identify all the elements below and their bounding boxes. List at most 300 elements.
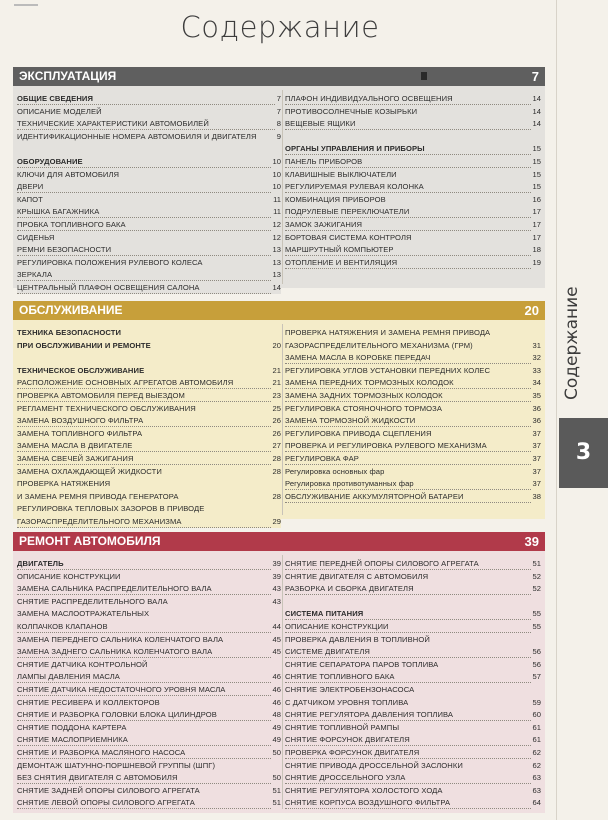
column-right [285, 86, 541, 288]
toc-entry-title: КОМБИНАЦИЯ ПРИБОРОВ [285, 194, 386, 204]
toc-entry-title: ОТОПЛЕНИЕ И ВЕНТИЛЯЦИЯ [285, 257, 398, 267]
toc-entry-page: 9 [276, 131, 281, 141]
toc-entry-title: ОБЩИЕ СВЕДЕНИЯ [17, 94, 94, 103]
chapter-tab[interactable]: 3 [559, 418, 608, 488]
toc-entry-page: 12 [272, 220, 281, 229]
toc-entry-title: СНЯТИЕ ПЕРЕДНЕЙ ОПОРЫ СИЛОВОГО АГРЕГАТА [285, 559, 479, 568]
toc-entry-page: 28 [272, 466, 281, 476]
toc-entry-page: 60 [532, 710, 541, 720]
toc-entry-title: СИСТЕМА ПИТАНИЯ [285, 609, 364, 619]
toc-entry-page: 46 [272, 672, 281, 682]
toc-entry-title: ЗАМЕНА ОХЛАЖДАЮЩЕЙ ЖИДКОСТИ [17, 466, 162, 476]
toc-entry[interactable] [285, 733, 541, 746]
toc-entry-page: 14 [532, 106, 541, 116]
toc-entry-title: ДВИГАТЕЛЬ [17, 559, 64, 568]
toc-entry-title: ЗАМЕНА ЗАДНИХ ТОРМОЗНЫХ КОЛОДОК [285, 391, 443, 400]
toc-entry[interactable] [285, 326, 541, 339]
toc-entry[interactable] [17, 708, 281, 721]
toc-entry[interactable] [285, 633, 541, 646]
toc-entry-page: 44 [272, 622, 281, 631]
toc-entry[interactable] [17, 771, 281, 784]
header-marker [421, 72, 427, 80]
toc-entry-title: СИДЕНЬЯ [17, 232, 55, 242]
toc-entry-title: СНЯТИЕ ТОПЛИВНОЙ РАМПЫ [285, 722, 400, 732]
toc-entry[interactable] [285, 465, 541, 478]
toc-entry-title: ИДЕНТИФИКАЦИОННЫЕ НОМЕРА АВТОМОБИЛЯ И ДВИГАТЕЛЯ [17, 131, 257, 141]
toc-entry-title: ЗАМЕНА ТОРМОЗНОЙ ЖИДКОСТИ [285, 416, 416, 426]
toc-entry-title: ТЕХНИЧЕСКИЕ ХАРАКТЕРИСТИКИ АВТОМОБИЛЕЙ [17, 119, 209, 129]
toc-entry[interactable] [285, 557, 541, 570]
toc-entry-page: 52 [532, 584, 541, 594]
toc-entry-page: 8 [276, 119, 281, 129]
section-page: 20 [524, 303, 539, 318]
toc-entry-page: 38 [532, 491, 541, 501]
toc-entry-page: 43 [272, 596, 281, 606]
toc-entry[interactable] [17, 465, 281, 478]
toc-entry-page: 64 [532, 798, 541, 808]
toc-entry[interactable] [17, 515, 281, 528]
toc-entry[interactable] [17, 645, 281, 658]
toc-entry[interactable] [285, 771, 541, 784]
toc-entry[interactable] [17, 477, 281, 490]
toc-entry-title: И ЗАМЕНА РЕМНЯ ПРИВОДА ГЕНЕРАТОРА [17, 491, 179, 501]
toc-entry-page: 33 [532, 365, 541, 375]
toc-entry-title: ПРИ ОБСЛУЖИВАНИИ И РЕМОНТЕ [17, 340, 151, 350]
toc-entry-page: 35 [532, 391, 541, 400]
toc-entry-page: 43 [272, 584, 281, 594]
toc-entry-title: РЕГЛАМЕНТ ТЕХНИЧЕСКОГО ОБСЛУЖИВАНИЯ [17, 403, 196, 413]
toc-entry-title: СНЯТИЕ ЛЕВОЙ ОПОРЫ СИЛОВОГО АГРЕГАТА [17, 798, 195, 808]
side-rule [556, 0, 557, 820]
column-divider [282, 555, 283, 809]
toc-entry[interactable] [285, 92, 541, 105]
toc-entry-title: КЛАВИШНЫЕ ВЫКЛЮЧАТЕЛИ [285, 169, 397, 179]
section-title: ЭКСПЛУАТАЦИЯ [19, 69, 117, 83]
toc-entry[interactable] [285, 490, 541, 503]
column-right [285, 551, 541, 813]
column-left [17, 551, 281, 813]
toc-entry-title: СНЯТИЕ И РАЗБОРКА ГОЛОВКИ БЛОКА ЦИЛИНДРОВ [17, 710, 217, 720]
toc-entry-title: ПРОВЕРКА НАТЯЖЕНИЯ И ЗАМЕНА РЕМНЯ ПРИВОДА [285, 328, 491, 337]
toc-entry-page: 34 [532, 378, 541, 388]
toc-entry-title: РЕМНИ БЕЗОПАСНОСТИ [17, 245, 112, 255]
toc-entry-page: 17 [532, 220, 541, 229]
toc-entry-title: СНЯТИЕ СЕПАРАТОРА ПАРОВ ТОПЛИВА [285, 659, 439, 669]
toc-entry[interactable] [285, 452, 541, 465]
section-header-exploitation[interactable] [13, 67, 545, 86]
toc-entry-page: 18 [532, 245, 541, 255]
toc-entry-page: 21 [272, 365, 281, 375]
toc-entry-page: 21 [272, 378, 281, 388]
toc-entry-title: СНЯТИЕ РЕГУЛЯТОРА ХОЛОСТОГО ХОДА [285, 785, 443, 795]
toc-entry-title: ЗАМОК ЗАЖИГАНИЯ [285, 220, 363, 229]
toc-entry[interactable] [285, 477, 541, 490]
toc-entry[interactable] [17, 784, 281, 797]
toc-entry[interactable] [17, 414, 281, 427]
toc-entry[interactable] [17, 268, 281, 281]
toc-entry-title: РЕГУЛИРОВКА ТЕПЛОВЫХ ЗАЗОРОВ В ПРИВОДЕ [17, 504, 205, 514]
toc-entry-page: 37 [532, 441, 541, 451]
section-body-exploitation [13, 86, 545, 292]
column-divider [282, 324, 283, 515]
toc-entry-page: 51 [272, 798, 281, 808]
toc-entry[interactable] [17, 339, 281, 352]
toc-entry-page: 61 [532, 735, 541, 745]
toc-entry-page: 36 [532, 403, 541, 413]
toc-entry-page: 37 [532, 479, 541, 489]
toc-entry[interactable] [285, 142, 541, 155]
top-rule [14, 4, 38, 6]
toc-entry-page: 16 [532, 194, 541, 204]
toc-entry-title: СНЯТИЕ ДРОССЕЛЬНОГО УЗЛА [285, 773, 406, 783]
toc-entry-page: 10 [272, 169, 281, 179]
toc-entry[interactable] [17, 326, 281, 339]
toc-entry-title: Регулировка основных фар [285, 466, 385, 476]
toc-entry-page: 37 [532, 466, 541, 476]
toc-entry[interactable] [17, 759, 281, 772]
toc-entry-page: 10 [272, 182, 281, 192]
toc-entry[interactable] [17, 796, 281, 809]
toc-entry-title: ГАЗОРАСПРЕДЕЛИТЕЛЬНОГО МЕХАНИЗМА [17, 517, 182, 526]
toc-entry-title: ОБОРУДОВАНИЕ [17, 157, 83, 166]
toc-entry-title: ЗАМЕНА ТОПЛИВНОГО ФИЛЬТРА [17, 428, 143, 438]
toc-entry[interactable] [17, 130, 281, 143]
toc-entry-title: СНЯТИЕ РЕСИВЕРА И КОЛЛЕКТОРОВ [17, 697, 160, 707]
toc-entry[interactable] [17, 658, 281, 671]
toc-entry-title: ПЛАФОН ИНДИВИДУАЛЬНОГО ОСВЕЩЕНИЯ [285, 94, 453, 103]
toc-entry[interactable] [285, 784, 541, 797]
toc-entry-page: 28 [272, 491, 281, 501]
toc-entry-page: 49 [272, 735, 281, 745]
toc-entry-title: ЗАМЕНА ПЕРЕДНЕГО САЛЬНИКА КОЛЕНЧАТОГО ВАЛА [17, 634, 224, 644]
toc-entry-page: 31 [532, 340, 541, 350]
toc-entry-title: РЕГУЛИРОВКА ПОЛОЖЕНИЯ РУЛЕВОГО КОЛЕСА [17, 257, 203, 267]
toc-entry[interactable] [17, 243, 281, 256]
toc-entry-page: 14 [532, 94, 541, 103]
toc-entry-title: ПАНЕЛЬ ПРИБОРОВ [285, 157, 363, 166]
toc-entry-title: ТЕХНИКА БЕЗОПАСНОСТИ [17, 328, 122, 337]
toc-entry[interactable] [285, 721, 541, 734]
toc-entry[interactable] [17, 92, 281, 105]
toc-entry-page: 29 [272, 517, 281, 526]
toc-entry[interactable] [17, 490, 281, 503]
toc-entry[interactable] [17, 180, 281, 193]
toc-entry-title: СНЯТИЕ ПРИВОДА ДРОССЕЛЬНОЙ ЗАСЛОНКИ [285, 760, 463, 770]
toc-entry[interactable] [285, 180, 541, 193]
toc-entry-title: ПРОВЕРКА АВТОМОБИЛЯ ПЕРЕД ВЫЕЗДОМ [17, 391, 185, 400]
toc-entry[interactable] [17, 607, 281, 620]
toc-entry[interactable] [285, 256, 541, 269]
toc-entry-title: Регулировка противотуманных фар [285, 479, 414, 489]
toc-entry-title: БОРТОВАЯ СИСТЕМА КОНТРОЛЯ [285, 232, 412, 242]
toc-entry[interactable] [285, 364, 541, 377]
toc-entry-page: 23 [272, 391, 281, 400]
toc-entry-title: ОПИСАНИЕ МОДЕЛЕЙ [17, 106, 102, 116]
toc-entry[interactable] [285, 620, 541, 633]
toc-entry[interactable] [285, 351, 541, 364]
toc-entry-title: СНЯТИЕ ФОРСУНОК ДВИГАТЕЛЯ [285, 735, 410, 745]
toc-entry[interactable] [285, 645, 541, 658]
toc-entry[interactable] [17, 231, 281, 244]
toc-entry-title: ОПИСАНИЕ КОНСТРУКЦИИ [285, 622, 389, 631]
toc-entry-title: ЦЕНТРАЛЬНЫЙ ПЛАФОН ОСВЕЩЕНИЯ САЛОНА [17, 283, 200, 292]
section-header-repair[interactable] [13, 532, 545, 551]
toc-entry-page: 51 [532, 559, 541, 568]
toc-entry-page: 62 [532, 760, 541, 770]
toc-entry-page: 48 [272, 710, 281, 720]
toc-entry-title: ЗАМЕНА ПЕРЕДНИХ ТОРМОЗНЫХ КОЛОДОК [285, 378, 454, 388]
toc-entry-title: ТЕХНИЧЕСКОЕ ОБСЛУЖИВАНИЕ [17, 365, 145, 375]
toc-entry[interactable] [17, 439, 281, 452]
toc-entry[interactable] [285, 193, 541, 206]
toc-entry[interactable] [17, 670, 281, 683]
toc-entry[interactable] [17, 117, 281, 130]
toc-entry-title: ЗАМЕНА ВОЗДУШНОГО ФИЛЬТРА [17, 416, 144, 426]
toc-spacer [17, 351, 281, 364]
toc-entry-page: 19 [532, 257, 541, 267]
toc-entry-page: 28 [272, 454, 281, 463]
toc-entry[interactable] [285, 155, 541, 168]
toc-entry-title: РЕГУЛИРОВКА СТОЯНОЧНОГО ТОРМОЗА [285, 403, 443, 413]
column-left [17, 320, 281, 526]
toc-entry-title: ПРОБКА ТОПЛИВНОГО БАКА [17, 220, 126, 229]
toc-entry[interactable] [285, 683, 541, 696]
toc-entry-title: МАРШРУТНЫЙ КОМПЬЮТЕР [285, 245, 394, 255]
toc-entry-page: 10 [272, 157, 281, 166]
toc-entry[interactable] [285, 376, 541, 389]
toc-entry-title: СНЯТИЕ ЗАДНЕЙ ОПОРЫ СИЛОВОГО АГРЕГАТА [17, 785, 200, 795]
toc-entry-title: РЕГУЛИРУЕМАЯ РУЛЕВАЯ КОЛОНКА [285, 182, 424, 192]
toc-entry-page: 63 [532, 785, 541, 795]
toc-entry[interactable] [285, 607, 541, 620]
toc-entry-title: СНЯТИЕ КОРПУСА ВОЗДУШНОГО ФИЛЬТРА [285, 798, 451, 808]
toc-entry-page: 50 [272, 773, 281, 783]
toc-entry-page: 15 [532, 182, 541, 192]
toc-entry-title: ЗАМЕНА МАСЛООТРАЖАТЕЛЬНЫХ [17, 609, 150, 619]
toc-spacer [285, 130, 541, 143]
toc-entry[interactable] [17, 389, 281, 402]
toc-entry-page: 15 [532, 169, 541, 179]
section-header-service[interactable] [13, 301, 545, 320]
toc-entry-page: 25 [272, 403, 281, 413]
toc-entry-page: 7 [276, 94, 281, 103]
toc-entry[interactable] [17, 218, 281, 231]
toc-entry-title: БЕЗ СНЯТИЯ ДВИГАТЕЛЯ С АВТОМОБИЛЯ [17, 773, 178, 783]
toc-entry[interactable] [17, 620, 281, 633]
toc-entry-title: ОБСЛУЖИВАНИЕ АККУМУЛЯТОРНОЙ БАТАРЕИ [285, 491, 464, 501]
toc-entry[interactable] [17, 746, 281, 759]
toc-entry-page: 20 [272, 340, 281, 350]
toc-entry[interactable] [17, 570, 281, 583]
toc-entry-page: 39 [272, 571, 281, 581]
toc-entry-page: 56 [532, 659, 541, 669]
toc-entry-title: СНЯТИЕ ПОДДОНА КАРТЕРА [17, 722, 127, 732]
page-title: Содержание [180, 10, 380, 44]
toc-entry-title: РЕГУЛИРОВКА ФАР [285, 454, 359, 463]
toc-entry-page: 56 [532, 647, 541, 657]
toc-entry-page: 13 [272, 257, 281, 267]
toc-entry-title: ЗАМЕНА САЛЬНИКА РАСПРЕДЕЛИТЕЛЬНОГО ВАЛА [17, 584, 212, 594]
toc-entry-page: 59 [532, 697, 541, 707]
section-body-service [13, 320, 545, 526]
toc-entry[interactable] [285, 570, 541, 583]
toc-entry-page: 52 [532, 571, 541, 581]
toc-entry-title: СНЯТИЕ ДВИГАТЕЛЯ С АВТОМОБИЛЯ [285, 571, 429, 581]
toc-entry-page: 15 [532, 144, 541, 154]
toc-entry-title: ЗАМЕНА ЗАДНЕГО САЛЬНИКА КОЛЕНЧАТОГО ВАЛА [17, 647, 213, 657]
toc-entry[interactable] [285, 796, 541, 809]
toc-entry[interactable] [17, 376, 281, 389]
column-divider [282, 90, 283, 284]
toc-entry[interactable] [285, 105, 541, 118]
toc-entry-title: ЗАМЕНА МАСЛА В ДВИГАТЕЛЕ [17, 441, 133, 451]
toc-entry-page: 14 [272, 283, 281, 292]
toc-entry[interactable] [17, 595, 281, 608]
toc-entry-page: 55 [532, 609, 541, 619]
toc-entry-title: СНЯТИЕ ТОПЛИВНОГО БАКА [285, 672, 395, 682]
toc-entry-page: 12 [272, 232, 281, 242]
toc-entry-title: ОПИСАНИЕ КОНСТРУКЦИИ [17, 571, 121, 581]
toc-entry-page: 45 [272, 634, 281, 644]
toc-entry-title: ДВЕРИ [17, 182, 44, 192]
toc-entry-page: 51 [272, 785, 281, 795]
toc-entry[interactable] [285, 339, 541, 352]
toc-entry[interactable] [285, 696, 541, 709]
toc-entry-title: СНЯТИЕ РАСПРЕДЕЛИТЕЛЬНОГО ВАЛА [17, 596, 168, 606]
toc-entry[interactable] [17, 683, 281, 696]
toc-entry[interactable] [285, 582, 541, 595]
toc-entry[interactable] [17, 155, 281, 168]
toc-entry-page: 11 [273, 194, 281, 204]
toc-entry[interactable] [285, 402, 541, 415]
section-body-repair [13, 551, 545, 813]
toc-entry-page: 62 [532, 748, 541, 757]
toc-spacer [285, 595, 541, 608]
toc-entry[interactable] [17, 557, 281, 570]
toc-entry-title: ГАЗОРАСПРЕДЕЛИТЕЛЬНОГО МЕХАНИЗМА (ГРМ) [285, 340, 473, 350]
toc-entry[interactable] [285, 746, 541, 759]
toc-entry-title: ПОДРУЛЕВЫЕ ПЕРЕКЛЮЧАТЕЛИ [285, 207, 410, 217]
side-tab-label [558, 286, 608, 410]
toc-entry-title: РЕГУЛИРОВКА УГЛОВ УСТАНОВКИ ПЕРЕДНИХ КОЛЕС [285, 365, 491, 375]
toc-entry-title: СНЯТИЕ РЕГУЛЯТОРА ДАВЛЕНИЯ ТОПЛИВА [285, 710, 454, 720]
toc-entry-title: СНЯТИЕ МАСЛОПРИЕМНИКА [17, 735, 128, 745]
side-label-text: Содержание [562, 286, 582, 400]
toc-entry[interactable] [17, 502, 281, 515]
toc-entry-page: 13 [272, 270, 281, 280]
toc-entry[interactable] [285, 708, 541, 721]
toc-entry-title: С ДАТЧИКОМ УРОВНЯ ТОПЛИВА [285, 697, 409, 707]
toc-entry[interactable] [285, 231, 541, 244]
toc-entry-title: ПРОВЕРКА ФОРСУНОК ДВИГАТЕЛЯ [285, 748, 420, 757]
toc-entry[interactable] [17, 281, 281, 294]
toc-entry[interactable] [17, 582, 281, 595]
section-page: 39 [524, 534, 539, 549]
toc-entry-page: 17 [532, 232, 541, 242]
toc-entry[interactable] [17, 427, 281, 440]
toc-entry[interactable] [17, 452, 281, 465]
toc-entry[interactable] [285, 389, 541, 402]
toc-entry-page: 27 [272, 441, 281, 451]
toc-entry-page: 37 [532, 428, 541, 438]
toc-entry-page: 63 [532, 773, 541, 783]
toc-entry[interactable] [285, 168, 541, 181]
toc-entry-page: 50 [272, 748, 281, 757]
toc-entry-title: СИСТЕМЕ ДВИГАТЕЛЯ [285, 647, 370, 657]
toc-entry[interactable] [285, 218, 541, 231]
toc-entry[interactable] [17, 256, 281, 269]
toc-entry[interactable] [17, 733, 281, 746]
toc-entry[interactable] [17, 168, 281, 181]
toc-entry-page: 32 [532, 353, 541, 363]
toc-entry-page: 49 [272, 722, 281, 732]
section-page: 7 [531, 69, 539, 84]
toc-entry-page: 36 [532, 416, 541, 426]
toc-entry-page: 46 [272, 697, 281, 707]
toc-entry[interactable] [285, 439, 541, 452]
toc-spacer [17, 142, 281, 155]
toc-entry[interactable] [285, 427, 541, 440]
toc-entry-title: ПРОВЕРКА ДАВЛЕНИЯ В ТОПЛИВНОЙ [285, 634, 430, 644]
toc-entry-page: 14 [532, 119, 541, 129]
toc-entry-page: 45 [272, 647, 281, 657]
toc-entry-title: ЗЕРКАЛА [17, 270, 53, 280]
toc-entry-title: РАЗБОРКА И СБОРКА ДВИГАТЕЛЯ [285, 584, 414, 594]
toc-entry-page: 37 [532, 454, 541, 463]
toc-entry-page: 61 [532, 722, 541, 732]
toc-entry[interactable] [17, 205, 281, 218]
toc-entry-page: 39 [272, 559, 281, 568]
toc-entry-title: ЛАМПЫ ДАВЛЕНИЯ МАСЛА [17, 672, 120, 682]
toc-entry-page: 46 [272, 685, 281, 694]
toc-entry-title: РАСПОЛОЖЕНИЕ ОСНОВНЫХ АГРЕГАТОВ АВТОМОБИЛЯ [17, 378, 234, 388]
toc-entry-title: СНЯТИЕ ДАТЧИКА КОНТРОЛЬНОЙ [17, 659, 148, 669]
toc-entry-title: РЕГУЛИРОВКА ПРИВОДА СЦЕПЛЕНИЯ [285, 428, 432, 438]
toc-entry[interactable] [285, 117, 541, 130]
toc-entry-title: ПРОВЕРКА НАТЯЖЕНИЯ [17, 479, 111, 489]
toc-entry-page: 57 [532, 672, 541, 682]
toc-entry-page: 17 [532, 207, 541, 217]
toc-entry-page: 13 [272, 245, 281, 255]
toc-entry-title: ЗАМЕНА МАСЛА В КОРОБКЕ ПЕРЕДАЧ [285, 353, 431, 363]
toc-entry[interactable] [285, 658, 541, 671]
column-left [17, 86, 281, 292]
toc-entry-page: 26 [272, 416, 281, 426]
toc-entry-page: 26 [272, 428, 281, 438]
toc-entry[interactable] [285, 243, 541, 256]
toc-entry[interactable] [285, 759, 541, 772]
toc-entry-title: ПРОВЕРКА И РЕГУЛИРОВКА РУЛЕВОГО МЕХАНИЗМА [285, 441, 487, 451]
toc-entry-title: СНЯТИЕ ЭЛЕКТРОБЕНЗОНАСОСА [285, 685, 415, 694]
toc-entry[interactable] [17, 633, 281, 646]
toc-entry[interactable] [285, 670, 541, 683]
toc-entry[interactable] [17, 696, 281, 709]
toc-entry[interactable] [285, 414, 541, 427]
toc-entry[interactable] [285, 205, 541, 218]
toc-entry[interactable] [17, 193, 281, 206]
toc-entry-title: КОЛПАЧКОВ КЛАПАНОВ [17, 622, 108, 631]
toc-entry[interactable] [17, 721, 281, 734]
toc-entry[interactable] [17, 402, 281, 415]
toc-entry-title: КЛЮЧИ ДЛЯ АВТОМОБИЛЯ [17, 169, 120, 179]
toc-entry-title: КРЫШКА БАГАЖНИКА [17, 207, 100, 217]
toc-entry[interactable] [17, 105, 281, 118]
toc-entry-page: 7 [276, 106, 281, 116]
toc-entry-page: 11 [273, 207, 281, 217]
toc-entry[interactable] [17, 364, 281, 377]
toc-entry-page: 55 [532, 622, 541, 631]
toc-entry-title: КАПОТ [17, 194, 43, 204]
